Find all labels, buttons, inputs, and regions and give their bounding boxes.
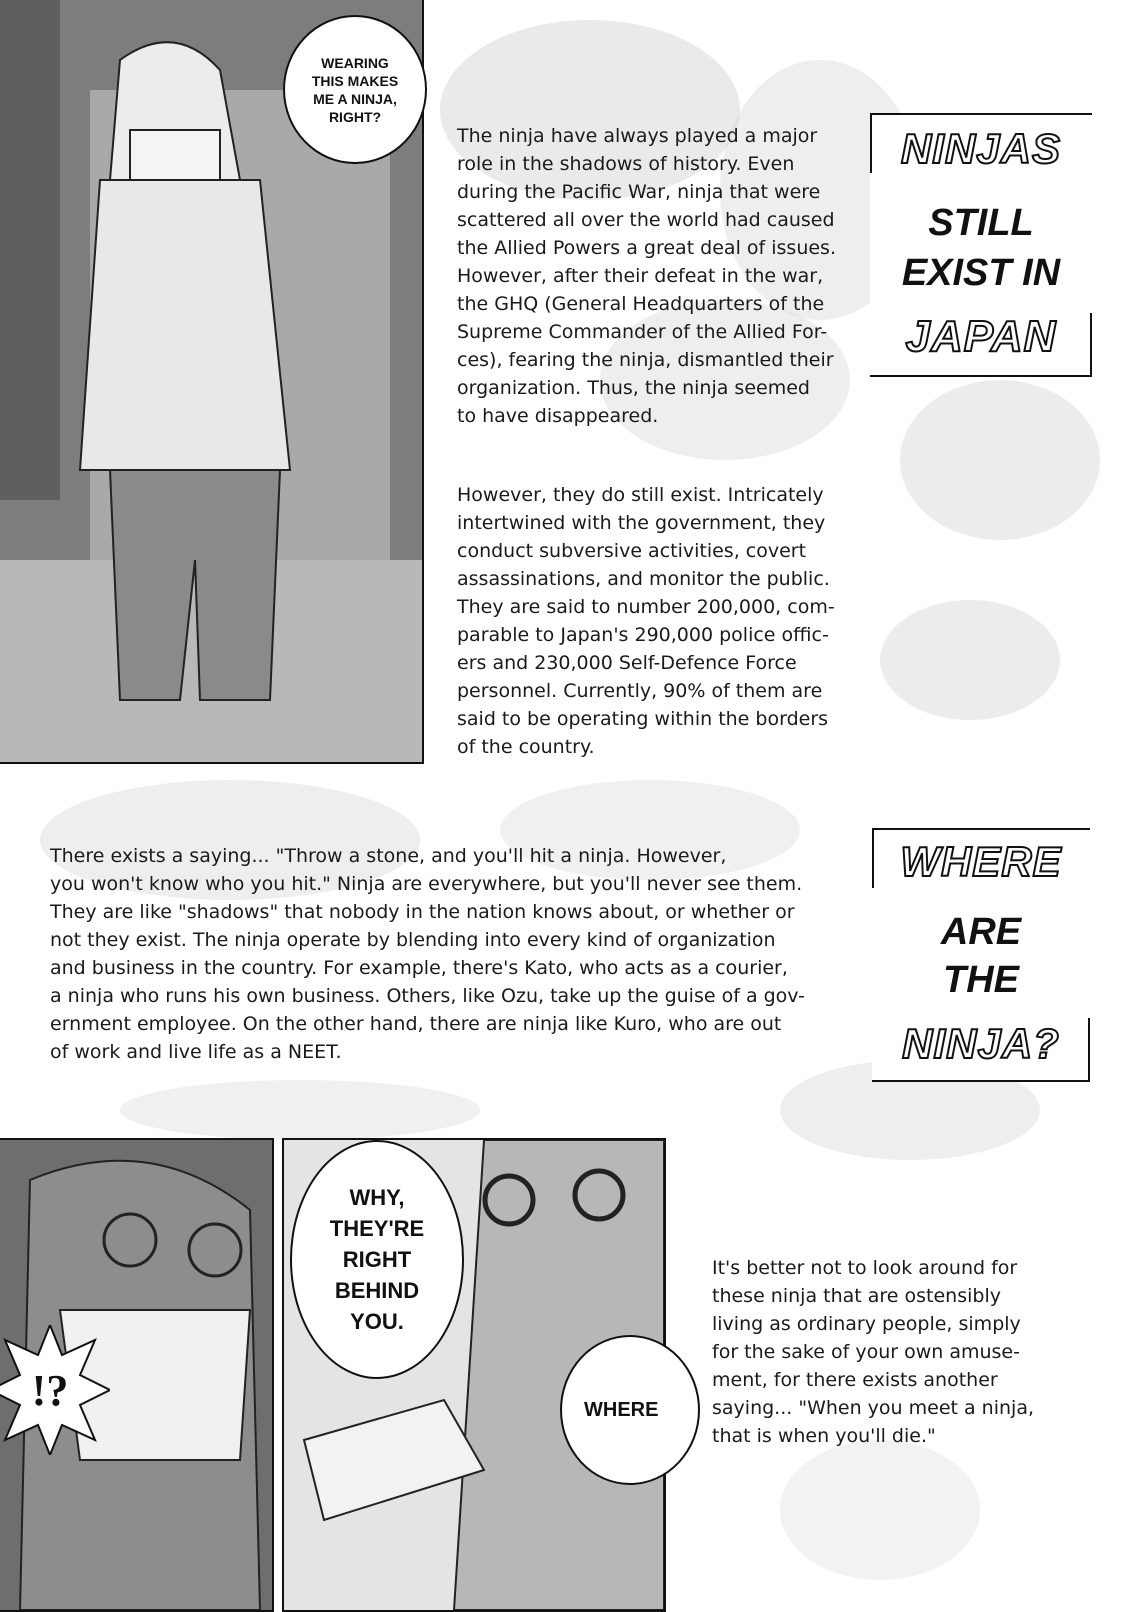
title-where-are-the-ninja [872,828,1090,1082]
title-frame-left-line [872,828,874,888]
splatter-blob [880,600,1060,720]
title-word-exist-in: EXIST IN [901,252,1061,294]
title-word-where: WHERE [900,838,1062,885]
splatter-blob [120,1080,480,1140]
paragraph-dont-look-for-ninja: It's better not to look around for these ninja that are ostensibly living as ordinary people, simply for the sake of your own amuse- ment, for there exists another saying... "When you meet a ninja, that is when you'll die." [712,1257,1034,1447]
speech-bubble-ninja-question [283,15,427,164]
splatter-blob [780,1440,980,1580]
speech-bubble-text: WHERE [584,1398,659,1421]
title-frame-bottom-line [870,375,1092,377]
title-word-japan: JAPAN [905,312,1057,361]
title-frame-left-line [870,113,872,173]
splatter-blob [900,380,1100,540]
paragraph-ninja-still-exist: However, they do still exist. Intricately intertwined with the government, they conduct subversive activities, covert assassinations, and monitor the public. They are said to number 200,000, com- parable to Japan's 290,000 police offic- ers and 230,000 Self-Defence Force personnel. Currently, 90% of them are said to be operating within the borders of the country. [457,484,835,758]
title-word-the: THE [943,959,1019,1001]
title-word-ninja: NINJA? [902,1020,1060,1067]
title-word-are: ARE [940,911,1022,953]
exclamation-text: !? [31,1366,69,1415]
title-frame-right-line [1090,313,1092,377]
paragraph-ninja-history: The ninja have always played a major role in the shadows of history. Even during the Pacific War, ninja that were scattered all over the world had caused the Allied Powers a great deal of issues. However, after their defeat in the war, the GHQ (General Headquarters of the Supreme Commander of the Allied For- ces), fearing the ninja, dismantled their organization. Thus, the ninja seemed to have disappeared. [457,125,836,427]
title-frame-top-line [872,828,1090,830]
speech-bubble-text: WHY, THEY'RE RIGHT BEHIND YOU. [329,1185,425,1334]
speech-bubble-text: WEARING THIS MAKES ME A NINJA, RIGHT? [311,54,399,125]
title-word-ninjas: NINJAS [900,125,1062,172]
title-word-still: STILL [928,202,1034,244]
title-frame-bottom-line [872,1080,1090,1082]
title-ninjas-still-exist [870,113,1092,377]
speech-bubble-where [560,1335,700,1485]
title-frame-right-line [1088,1018,1090,1082]
title-frame-top-line [870,113,1092,115]
speech-bubble-right-behind-you [290,1140,464,1379]
paragraph-where-are-ninja: There exists a saying... "Throw a stone, and you'll hit a ninja. However, you won't know who you hit." Ninja are everywhere, but you'll never see them. They are like "shadows" that nobody in the nation knows about, or whether or not they exist. The ninja operate by blending into every kind of organization and business in the country. For example, there's Kato, who acts as a courier, a ninja who runs his own business. Others, like Ozu, take up the guise of a gov- ernment employee. On the other hand, there are ninja like Kuro, who are out of work and live life as a NEET. [50,845,805,1063]
